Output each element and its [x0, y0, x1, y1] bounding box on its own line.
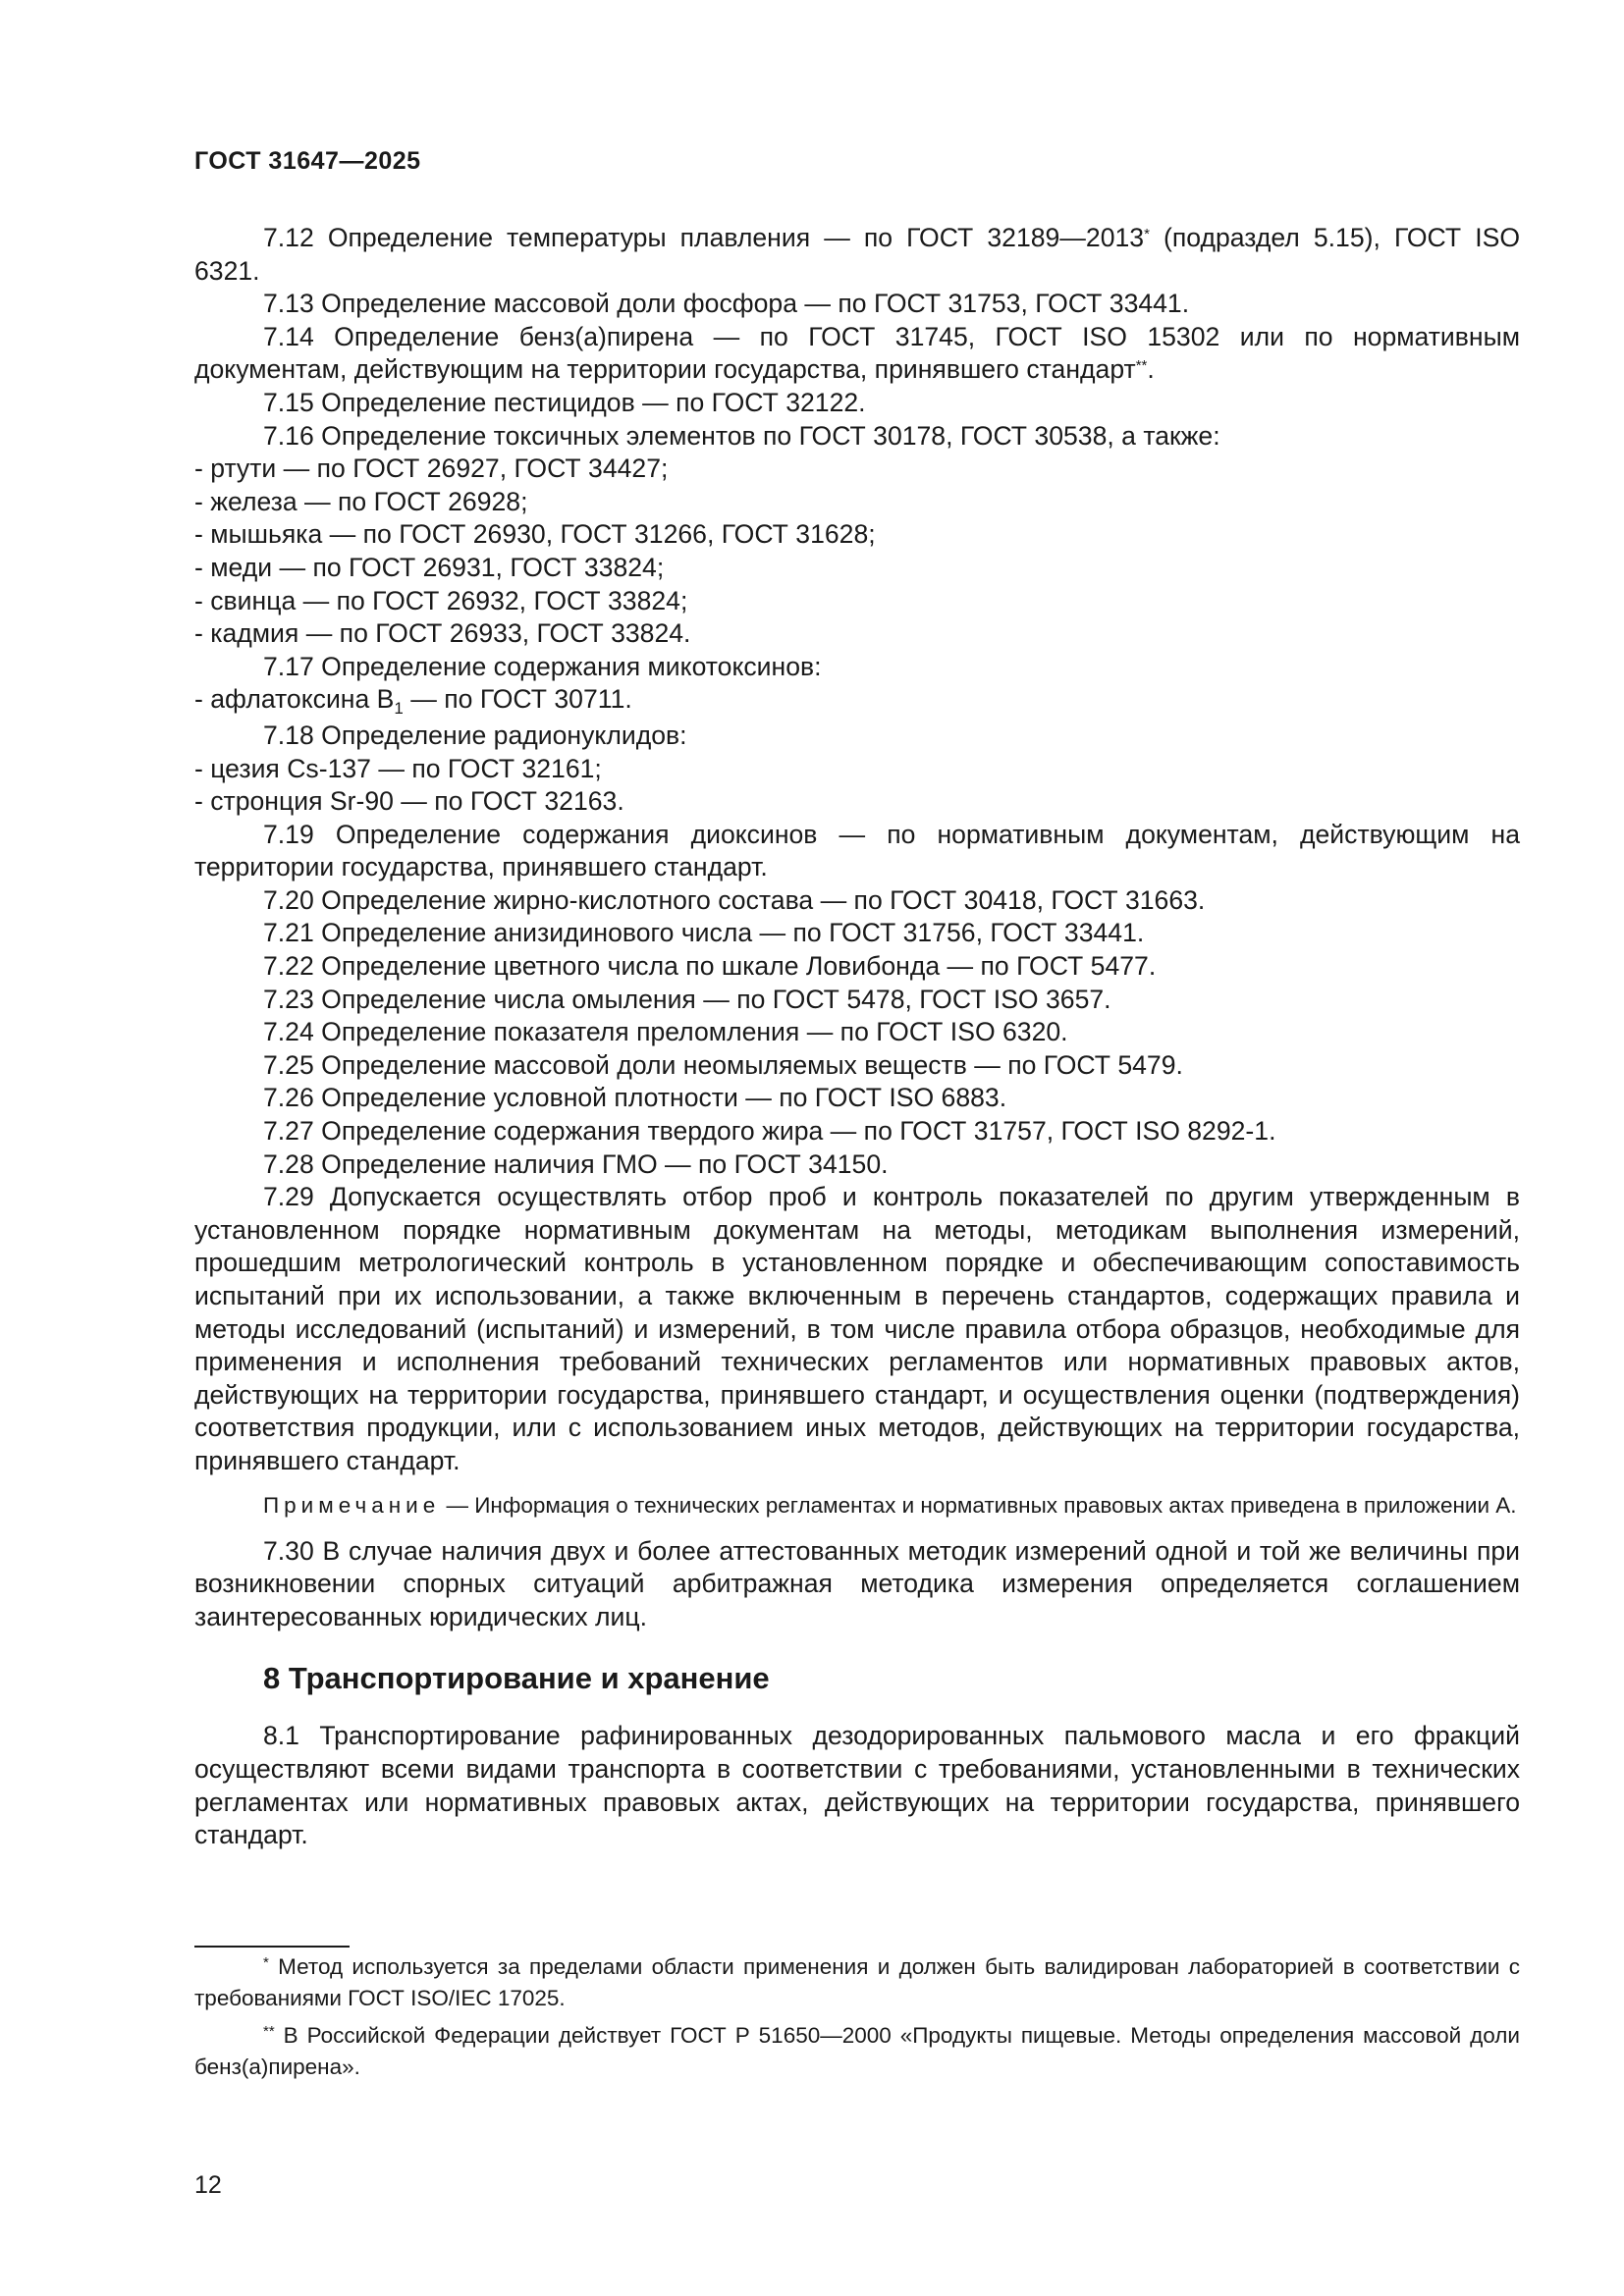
paragraph-7-14-text: 7.14 Определение бенз(а)пирена — по ГОСТ 31745, ГОСТ ISO 15302 или по нормативным документам, действующим на территории государства, принявшего стандарт	[194, 321, 1520, 385]
document-header: ГОСТ 31647—2025	[194, 147, 421, 175]
footnote-1	[194, 1951, 1520, 2014]
paragraph-7-17: 7.17 Определение содержания микотоксинов:	[263, 651, 822, 681]
list-item: - цезия Cs-137 — по ГОСТ 32161;	[194, 753, 602, 783]
paragraph-7-27: 7.27 Определение содержания твердого жира — по ГОСТ 31757, ГОСТ ISO 8292-1.	[263, 1116, 1276, 1147]
paragraph-7-12-text-end: (подраздел 5.15), ГОСТ ISO 6321.	[194, 223, 1521, 286]
paragraph-7-25: 7.25 Определение массовой доли неомыляемых веществ — по ГОСТ 5479.	[263, 1049, 1183, 1080]
note	[194, 1490, 1520, 1522]
paragraph-7-16: 7.16 Определение токсичных элементов по ГОСТ 30178, ГОСТ 30538, а также:	[263, 420, 1220, 451]
list-item-text-end: — по ГОСТ 30711.	[403, 684, 632, 715]
document-body	[194, 222, 1520, 1852]
paragraph-7-21: 7.21 Определение анизидинового числа — по ГОСТ 31756, ГОСТ 33441.	[263, 918, 1145, 948]
paragraph-7-13: 7.13 Определение массовой доли фосфора — по ГОСТ 31753, ГОСТ 33441.	[263, 289, 1190, 319]
paragraph-7-28: 7.28 Определение наличия ГМО — по ГОСТ 34150.	[263, 1148, 889, 1179]
paragraph-7-29: 7.29 Допускается осуществлять отбор проб и контроль показателей по другим утвержденным в установленном порядке нормативным документам на методы, методикам выполнения измерений, прошедшим метрологический контроль в установленном порядке и обеспечивающим сопоставимость испытаний при их использовании, а также включенным в перечень стандартов, содержащих правила и методы исследований (испытаний) и измерений, в том числе правила отбора образцов, необходимые для применения и исполнения требований технических регламентов или нормативных правовых актов, действующих на территории государства, принявшего стандарт, и осуществления оценки (подтверждения) соответствия продукции, или с использованием иных методов, действующих на территории государства, принявшего стандарт.	[194, 1182, 1520, 1475]
list-item-text: - афлатоксина B	[194, 684, 395, 715]
paragraph-7-12-text: 7.12 Определение температуры плавления — по ГОСТ 32189—2013	[263, 223, 1145, 252]
footnote-mark: *	[263, 1954, 269, 1971]
paragraph-7-20: 7.20 Определение жирно-кислотного состава — по ГОСТ 30418, ГОСТ 31663.	[263, 884, 1206, 915]
subscript: 1	[394, 699, 404, 719]
list-item	[194, 683, 1520, 720]
paragraph-7-23: 7.23 Определение числа омыления — по ГОСТ 5478, ГОСТ ISO 3657.	[263, 984, 1111, 1014]
list-item: - мышьяка — по ГОСТ 26930, ГОСТ 31266, ГОСТ 31628;	[194, 519, 876, 550]
paragraph-7-18: 7.18 Определение радионуклидов:	[263, 720, 687, 750]
list-item: - железа — по ГОСТ 26928;	[194, 486, 528, 516]
paragraph-7-19: 7.19 Определение содержания диоксинов — по нормативным документам, действующим на территории государства, принявшего стандарт.	[194, 819, 1520, 882]
section-heading: 8 Транспортирование и хранение	[263, 1661, 770, 1696]
paragraph-8-1: 8.1 Транспортирование рафинированных дезодорированных пальмового масла и его фракций осуществляют всеми видами транспорта в соответствии с требованиями, установленными в технических регламентах или нормативных правовых актах, действующих на территории государства, принявшего стандарт.	[194, 1721, 1520, 1850]
paragraph-7-24: 7.24 Определение показателя преломления — по ГОСТ ISO 6320.	[263, 1017, 1068, 1047]
paragraph-7-30: 7.30 В случае наличия двух и более аттестованных методик измерений одной и той же величины при возникновении спорных ситуаций арбитражная методика измерения определяется соглашением заинтересованных юридических лиц.	[194, 1535, 1520, 1631]
note-label: Примечание	[263, 1492, 441, 1518]
page-number: 12	[194, 2171, 222, 2199]
paragraph-7-26: 7.26 Определение условной плотности — по ГОСТ ISO 6883.	[263, 1083, 1007, 1113]
paragraph-7-15: 7.15 Определение пестицидов — по ГОСТ 32122.	[263, 387, 866, 417]
footnote-2-text: В Российской Федерации действует ГОСТ Р 51650—2000 «Продукты пищевые. Методы определения массовой доли бенз(а)пирена».	[194, 2023, 1520, 2079]
list-item: - свинца — по ГОСТ 26932, ГОСТ 33824;	[194, 585, 688, 615]
list-item: - стронция Sr-90 — по ГОСТ 32163.	[194, 786, 624, 817]
footnote-mark: *	[1144, 226, 1150, 242]
paragraph-7-22: 7.22 Определение цветного числа по шкале Ловибонда — по ГОСТ 5477.	[263, 951, 1157, 982]
list-item: - кадмия — по ГОСТ 26933, ГОСТ 33824.	[194, 618, 691, 649]
list-item: - ртути — по ГОСТ 26927, ГОСТ 34427;	[194, 454, 669, 484]
footnotes	[194, 1951, 1520, 2089]
paragraph-7-14	[194, 321, 1520, 387]
paragraph-7-12	[194, 222, 1520, 288]
footnote-1-text: Метод используется за пределами области применения и должен быть валидирован лабораторией в соответствии с требованиями ГОСТ ISO/IEC 17025.	[194, 1954, 1520, 2010]
note-text: — Информация о технических регламентах и нормативных правовых актах приведена в приложении А.	[440, 1492, 1517, 1518]
footnote-mark: **	[263, 2023, 275, 2040]
footnote-divider	[194, 1946, 350, 1948]
footnote-2	[194, 2020, 1520, 2083]
list-item: - меди — по ГОСТ 26931, ГОСТ 33824;	[194, 552, 665, 582]
paragraph-7-14-text-end: .	[1147, 354, 1155, 385]
footnote-mark: **	[1135, 357, 1148, 375]
